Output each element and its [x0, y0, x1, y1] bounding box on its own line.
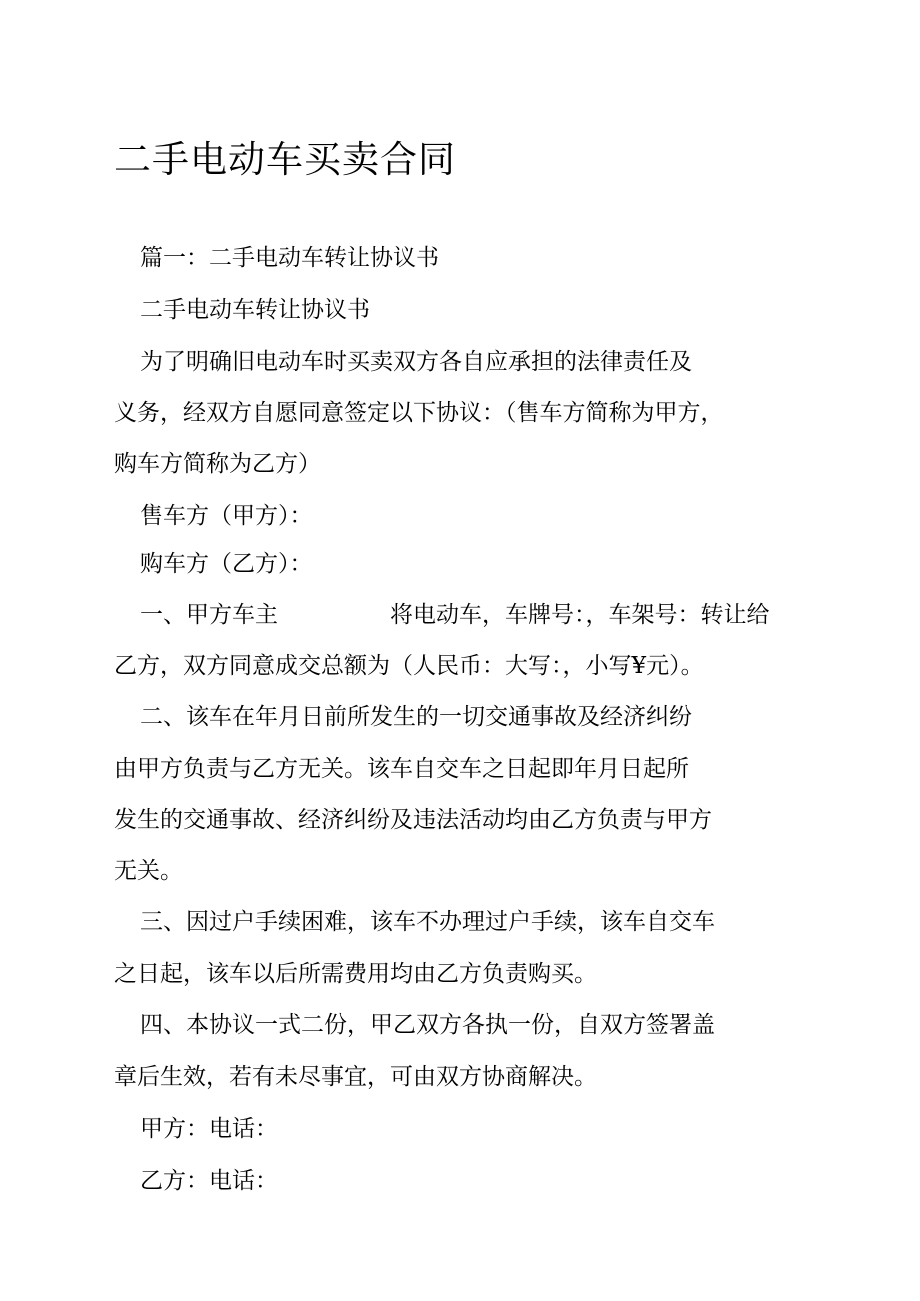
buyer-line: 购车方（乙方）： [140, 551, 313, 577]
seller-line: 售车方（甲方）： [140, 503, 313, 529]
clause-four-line: 四、本协议一式二份，甲乙双方各执一份，自双方签署盖 [140, 1012, 715, 1038]
paragraph-line: 乙方，双方同意成交总额为（人民币：大写：，小写¥元）。 [114, 653, 704, 679]
paragraph-line: 发生的交通事故、经济纠纷及违法活动均由乙方负责与甲方 [114, 807, 712, 833]
paragraph-line: 无关。 [114, 858, 183, 884]
paragraph-line: 为了明确旧电动车时买卖双方各自应承担的法律责任及 [140, 349, 692, 375]
clause-three-line: 三、因过户手续困难，该车不办理过户手续，该车自交车 [140, 909, 715, 935]
clause-one-line [140, 600, 770, 630]
party-a-signature-line: 甲方：电话： [140, 1116, 278, 1142]
party-b-signature-line: 乙方：电话： [140, 1168, 278, 1194]
section-heading: 篇一：二手电动车转让协议书 [140, 245, 439, 271]
paragraph-line: 之日起，该车以后所需费用均由乙方负责购买。 [114, 961, 597, 987]
paragraph-line: 章后生效，若有未尽事宜，可由双方协商解决。 [114, 1064, 597, 1090]
clause-two-line: 二、该车在年月日前所发生的一切交通事故及经济纠纷 [140, 704, 692, 730]
clause-one-end: 将电动车，车牌号：，车架号：转让给 [390, 602, 770, 628]
document-title: 二手电动车买卖合同 [114, 138, 456, 181]
agreement-heading: 二手电动车转让协议书 [140, 297, 370, 323]
clause-one-start: 一、甲方车主 [140, 602, 278, 628]
paragraph-line: 购车方简称为乙方） [114, 451, 321, 477]
paragraph-line: 义务，经双方自愿同意签定以下协议：（售车方简称为甲方， [114, 400, 724, 426]
paragraph-line: 由甲方负责与乙方无关。该车自交车之日起即年月日起所 [114, 756, 689, 782]
